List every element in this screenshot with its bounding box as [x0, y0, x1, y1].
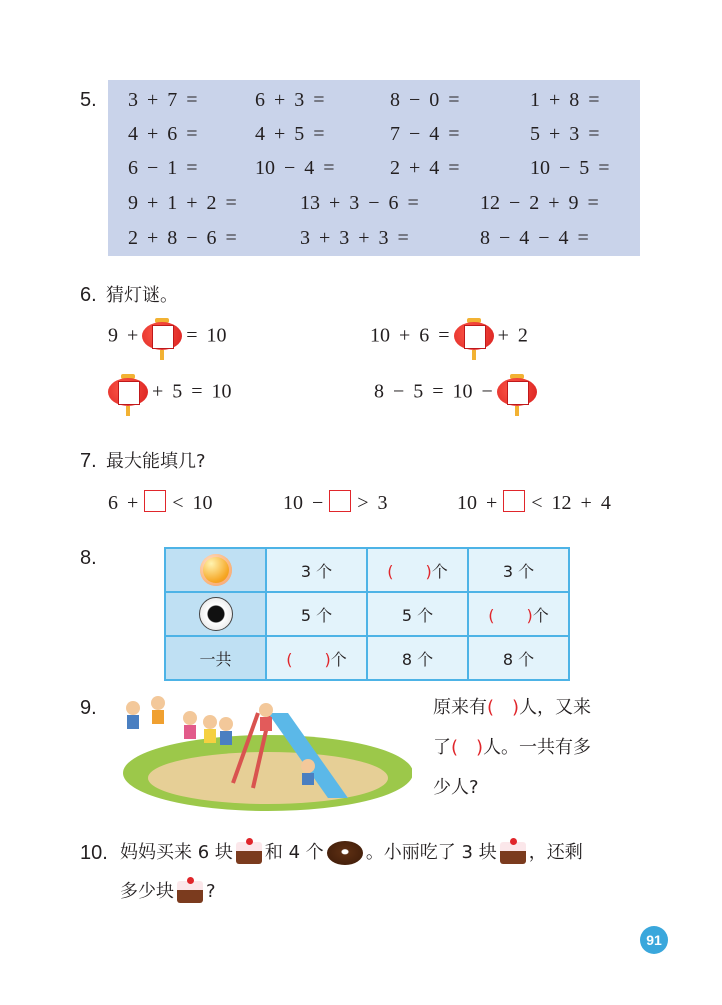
q6-equation-4 — [374, 376, 541, 410]
q7-title: 最大能填几? — [106, 451, 206, 472]
flower-ball-icon — [200, 554, 232, 586]
lantern-blank-icon[interactable] — [454, 320, 494, 354]
table-row — [165, 636, 569, 680]
lantern-blank-icon[interactable] — [497, 376, 537, 410]
text: 和 4 个 — [264, 842, 324, 863]
blank-cell[interactable]: ( )个 — [266, 636, 367, 680]
q7-inequality-3 — [457, 490, 611, 515]
answer-box[interactable] — [503, 490, 525, 512]
eq-text: 8 − 5 = 10 − — [374, 380, 493, 403]
unit: 个 — [316, 561, 333, 581]
q8-table — [164, 547, 570, 681]
q10-text-line-1 — [120, 841, 583, 865]
q5-equation: 5 + 3 = — [530, 123, 600, 145]
lantern-blank-icon[interactable] — [108, 376, 148, 410]
cell-value: 8 — [401, 649, 413, 669]
q5-equation: 8 − 4 − 4 = — [480, 227, 589, 249]
q5-equation: 7 − 4 = — [390, 123, 460, 145]
q5-equation: 6 + 3 = — [255, 89, 325, 111]
unit: 个 — [316, 605, 333, 625]
q5-equation: 8 − 0 = — [390, 89, 460, 111]
q5-equation: 3 + 3 + 3 = — [300, 227, 409, 249]
text: ，还剩 — [528, 842, 583, 863]
cell-value: 3 — [502, 561, 514, 581]
eq-text: + 5 = 10 — [152, 380, 232, 403]
unit: 个 — [518, 649, 535, 669]
eq-text: 9 + — [108, 324, 139, 347]
q6-title: 猜灯谜。 — [106, 285, 178, 306]
q5-label: 5. — [80, 89, 97, 111]
text: 多少块 — [120, 881, 174, 902]
answer-box[interactable] — [329, 490, 351, 512]
table-row — [165, 548, 569, 592]
cell-value: 3 — [300, 561, 312, 581]
q9-text-line-1: 原来有( )人，又来 — [433, 697, 592, 718]
q5-equation: 13 + 3 − 6 = — [300, 192, 419, 214]
q5-equation: 12 − 2 + 9 = — [480, 192, 599, 214]
playground-slide-illustration — [118, 688, 412, 814]
unit: 个 — [532, 605, 549, 625]
q5-equation: 10 − 4 = — [255, 157, 335, 179]
q6-label: 6. — [80, 284, 97, 306]
text: 。小丽吃了 3 块 — [365, 842, 497, 863]
cake-icon — [177, 881, 203, 903]
q9-text-line-3: 少人? — [433, 777, 479, 798]
unit: 个 — [518, 561, 535, 581]
q7-inequality-2 — [283, 490, 388, 515]
blank-cell[interactable]: ( )个 — [468, 592, 569, 636]
table-row — [165, 592, 569, 636]
unit: 个 — [431, 561, 448, 581]
cell-value: 5 — [401, 605, 413, 625]
donut-icon — [327, 841, 363, 865]
q7-label: 7. — [80, 450, 97, 472]
q5-equation: 2 + 8 − 6 = — [128, 227, 237, 249]
unit: 个 — [417, 649, 434, 669]
cell-value: 8 — [502, 649, 514, 669]
eq-text: 10 + 6 = — [370, 324, 450, 347]
q8-label: 8. — [80, 547, 97, 569]
unit: 个 — [330, 649, 347, 669]
text: 了 — [433, 737, 451, 758]
q6-equation-3 — [104, 376, 232, 410]
q5-equation: 3 + 7 = — [128, 89, 198, 111]
eq-text: > 3 — [357, 492, 388, 514]
eq-text: + 2 — [497, 324, 528, 347]
q5-equation: 10 − 5 = — [530, 157, 610, 179]
eq-text: = 10 — [186, 324, 227, 347]
q10-text-line-2 — [120, 880, 216, 904]
blank-cell[interactable]: ( )个 — [367, 548, 468, 592]
page-number: 91 — [640, 926, 668, 954]
text: ? — [206, 881, 216, 902]
q6-equation-2 — [370, 320, 528, 354]
q6-equation-1 — [108, 320, 227, 354]
q5-equation: 1 + 8 = — [530, 89, 600, 111]
soccer-ball-icon — [199, 597, 233, 631]
q7-inequality-1 — [108, 490, 213, 515]
q5-equation: 4 + 6 = — [128, 123, 198, 145]
eq-text: 6 + — [108, 492, 139, 514]
unit: 个 — [417, 605, 434, 625]
eq-text: < 10 — [172, 492, 213, 514]
text: 妈妈买来 6 块 — [120, 842, 233, 863]
q5-equation: 6 − 1 = — [128, 157, 198, 179]
row-header: 一共 — [165, 636, 266, 680]
cake-icon — [500, 842, 526, 864]
q5-equation: 2 + 4 = — [390, 157, 460, 179]
lantern-blank-icon[interactable] — [142, 320, 182, 354]
text: 人。一共有多 — [483, 737, 592, 758]
cake-icon — [236, 842, 262, 864]
q5-equation: 9 + 1 + 2 = — [128, 192, 237, 214]
text: 原来有 — [433, 697, 487, 718]
eq-text: 10 − — [283, 492, 324, 514]
eq-text: < 12 + 4 — [531, 492, 611, 514]
eq-text: 10 + — [457, 492, 498, 514]
q5-equation: 4 + 5 = — [255, 123, 325, 145]
cell-value: 5 — [300, 605, 312, 625]
q9-text-line-2: 了( )人。一共有多 — [433, 737, 592, 758]
q9-label: 9. — [80, 697, 97, 719]
text: 人，又来 — [519, 697, 592, 718]
answer-box[interactable] — [144, 490, 166, 512]
q10-label: 10. — [80, 842, 108, 864]
